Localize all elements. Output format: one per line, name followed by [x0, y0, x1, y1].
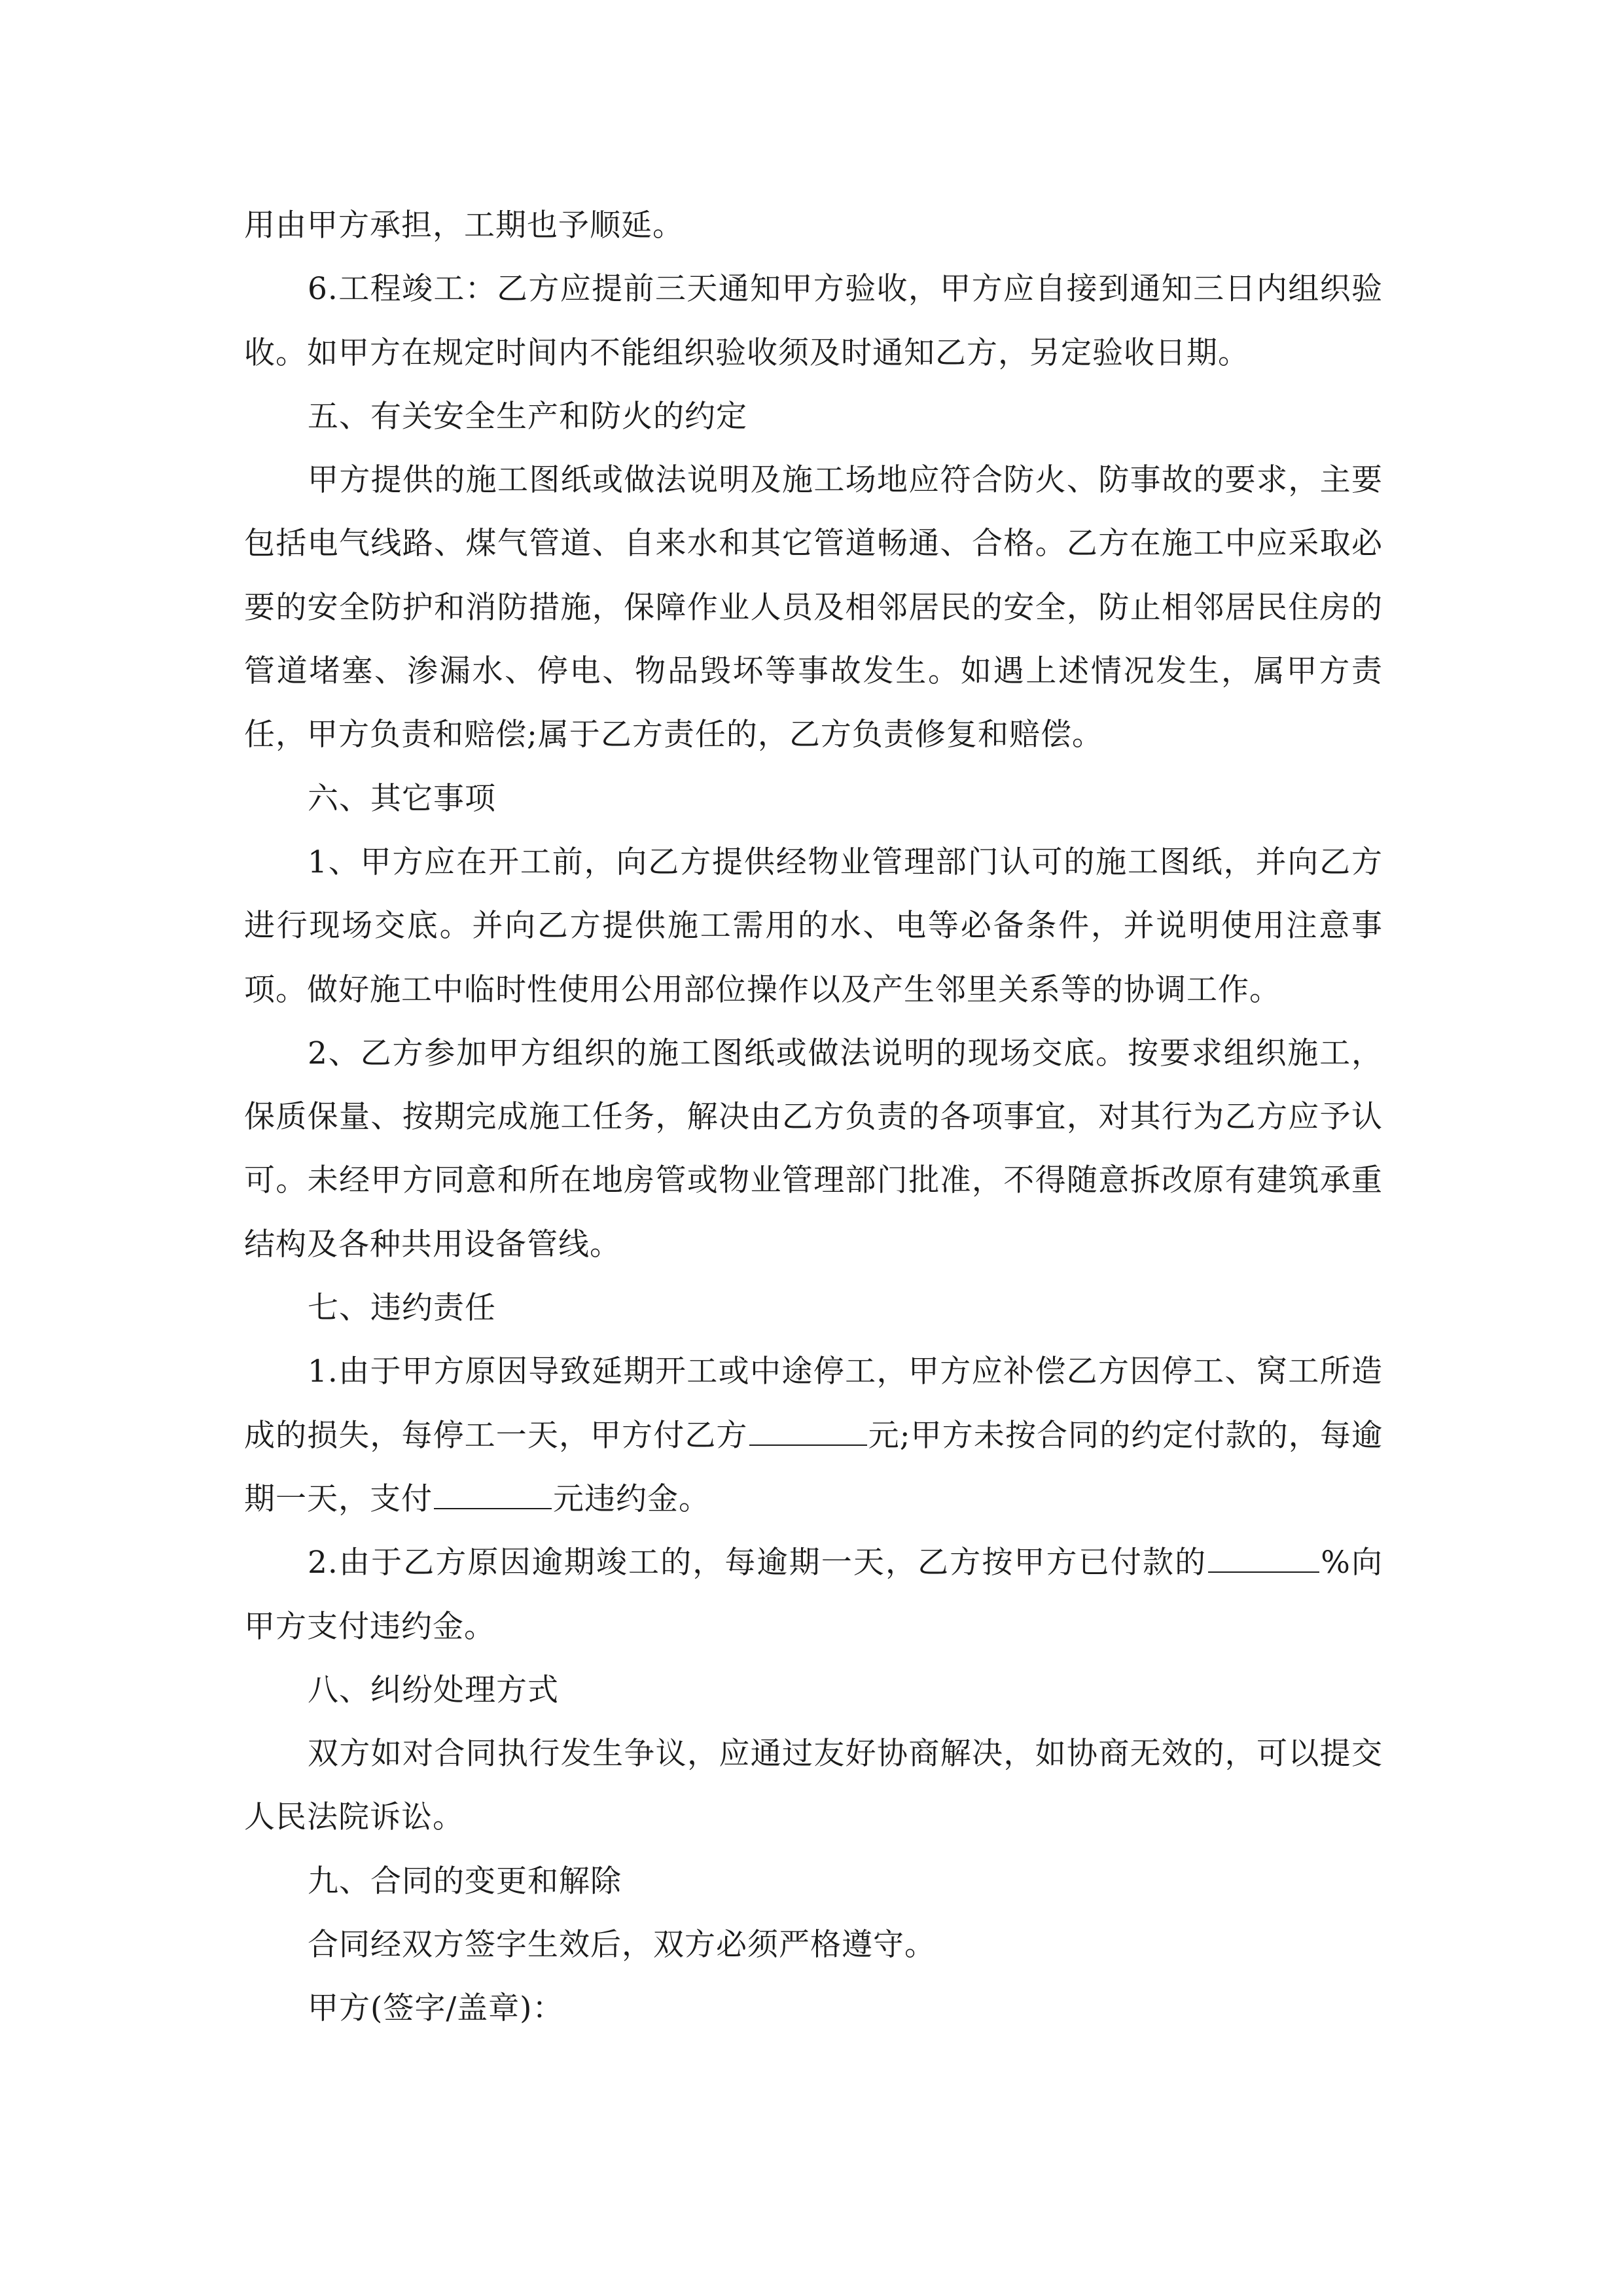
paragraph-other-1: 1、甲方应在开工前，向乙方提供经物业管理部门认可的施工图纸，并向乙方进行现场交底。并向乙方提供施工需用的水、电等必备条件，并说明使用注意事项。做好施工中临时性使用公用部位操作以及产生邻里关系等的协调工作。: [244, 844, 1383, 1008]
blank-fill-line: [434, 1505, 552, 1509]
document-body: [244, 194, 1383, 2041]
liability-1-text-b: 元;甲方未按合同的约定付款的，每逾期一天，支付: [244, 1417, 1383, 1517]
signature-party-a: 甲方(签字/盖章)：: [308, 1990, 564, 2027]
section-heading-safety: 五、有关安全生产和防火的约定: [308, 398, 747, 435]
paragraph-other-2: 2、乙方参加甲方组织的施工图纸或做法说明的现场交底。按要求组织施工，保质保量、按期完成施工任务，解决由乙方负责的各项事宜，对其行为乙方应予认可。未经甲方同意和所在地房管或物业管理部门批准，不得随意拆改原有建筑承重结构及各种共用设备管线。: [244, 1035, 1383, 1263]
paragraph-safety: 甲方提供的施工图纸或做法说明及施工场地应符合防火、防事故的要求，主要包括电气线路、煤气管道、自来水和其它管道畅通、合格。乙方在施工中应采取必要的安全防护和消防措施，保障作业人员及相邻居民的安全，防止相邻居民住房的管道堵塞、渗漏水、停电、物品毁坏等事故发生。如遇上述情况发生，属甲方责任，甲方负责和赔偿;属于乙方责任的，乙方负责修复和赔偿。: [244, 462, 1383, 753]
liability-1-text-c: 元违约金。: [553, 1480, 710, 1517]
blank-fill-line: [1208, 1569, 1319, 1573]
paragraph-dispute: 双方如对合同执行发生争议，应通过友好协商解决，如协商无效的，可以提交人民法院诉讼。: [244, 1736, 1383, 1836]
section-heading-other: 六、其它事项: [308, 780, 496, 817]
liability-2-text-b: %向甲方支付违约金。: [244, 1545, 1383, 1645]
paragraph-completion-clause: 6.工程竣工：乙方应提前三天通知甲方验收，甲方应自接到通知三日内组织验收。如甲方在规定时间内不能组织验收须及时通知乙方，另定验收日期。: [244, 271, 1383, 371]
paragraph-change: 合同经双方签字生效后，双方必须严格遵守。: [308, 1927, 936, 1964]
liability-2-text-a: 2.由于乙方原因逾期竣工的，每逾期一天，乙方按甲方已付款的: [308, 1545, 1207, 1581]
section-heading-dispute: 八、纠纷处理方式: [308, 1672, 559, 1708]
blank-fill-line: [749, 1442, 867, 1446]
paragraph-liability-1: [244, 1340, 1383, 1531]
section-heading-change: 九、合同的变更和解除: [308, 1863, 622, 1899]
liability-1-text-a: 1.由于甲方原因导致延期开工或中途停工，甲方应补偿乙方因停工、窝工所造成的损失，每停工一天，甲方付乙方: [244, 1354, 1383, 1454]
paragraph-continuation: 用由甲方承担，工期也予顺延。: [244, 207, 684, 243]
paragraph-liability-2: [244, 1531, 1383, 1659]
section-heading-liability: 七、违约责任: [308, 1290, 496, 1327]
